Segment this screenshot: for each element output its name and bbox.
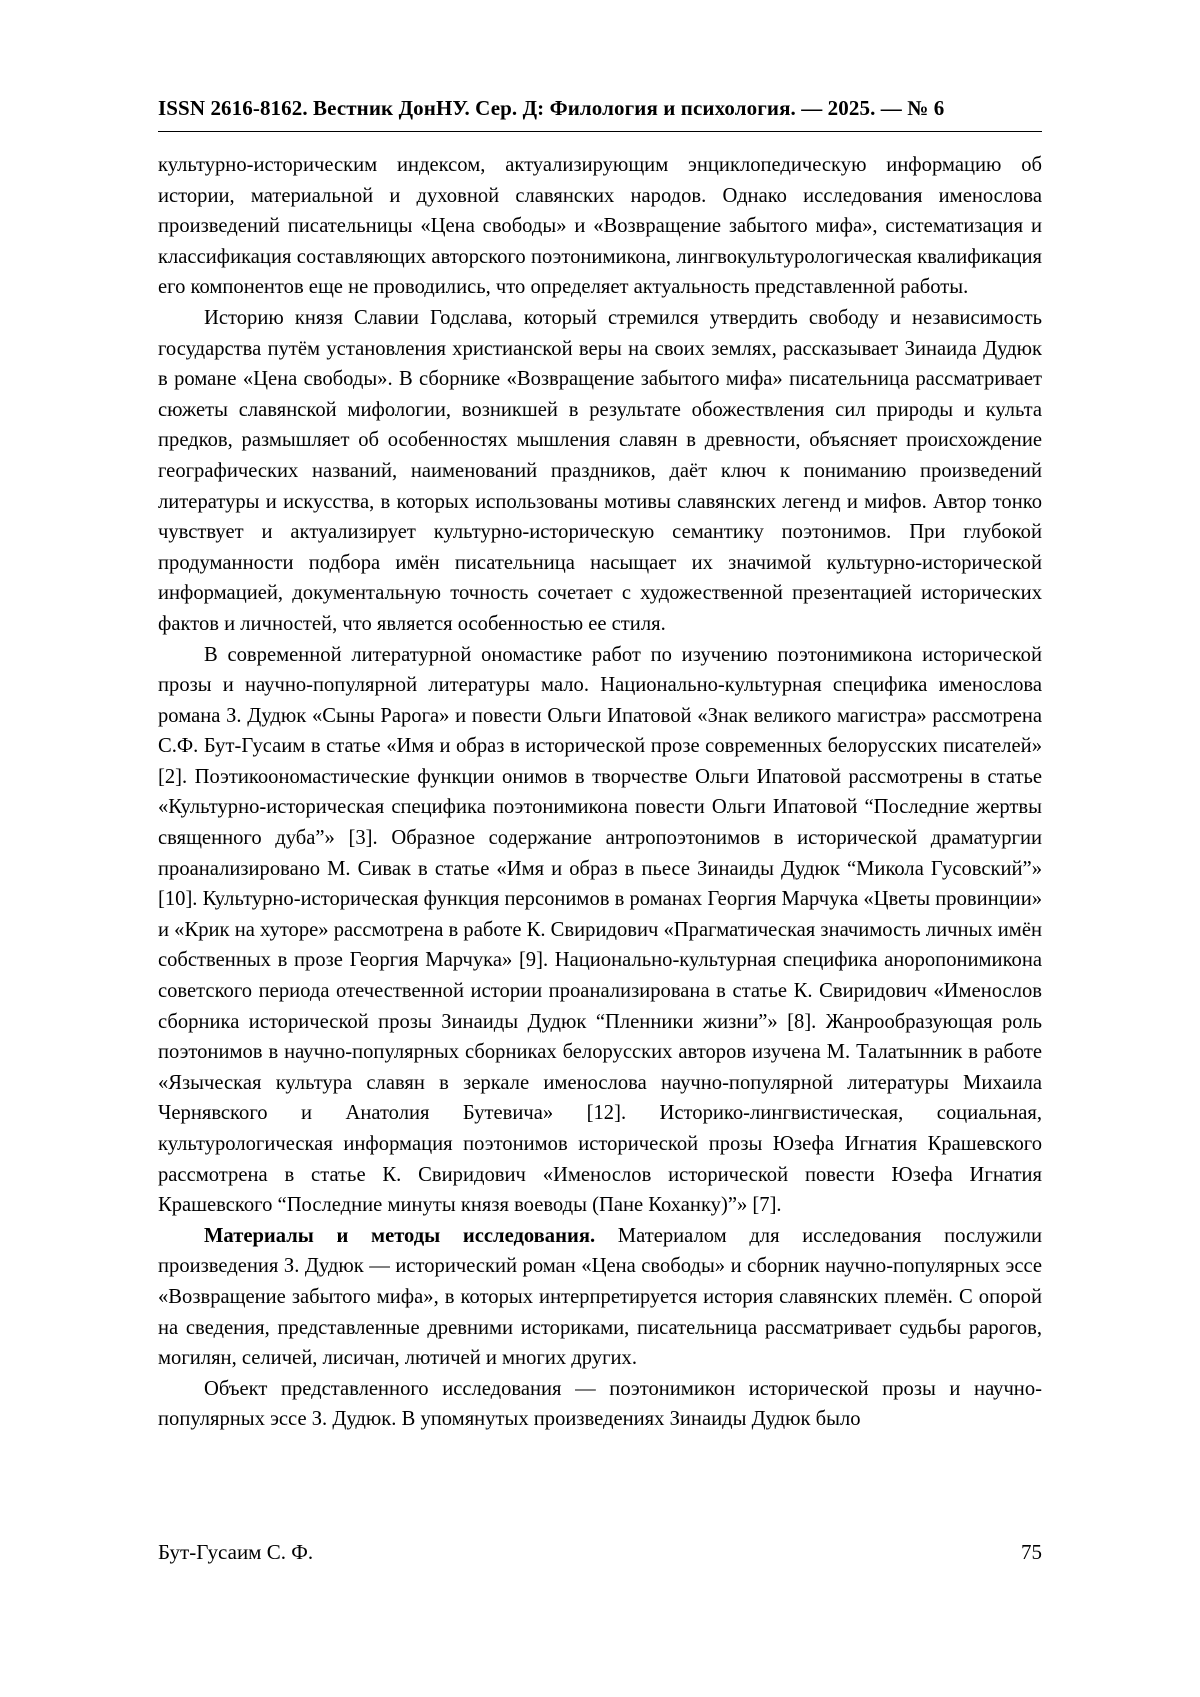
paragraph-4-text: Материалом для исследования послужили произведения З. Дудюк — исторический роман «Цена свободы» и сборник научно-популярных эссе «Возвращение забытого мифа», в которых интерпретируется история славянских племён. С опорой на сведения, представленные древними историками, писательница рассматривает судьбы рарогов, могилян, селичей, лисичан, лютичей и многих других. [158,1224,1042,1370]
body-text [158,150,1042,1435]
header-rule [158,131,1042,132]
paragraph-5: Объект представленного исследования — поэтонимикон исторической прозы и научно-популярных эссе З. Дудюк. В упомянутых произведениях Зинаиды Дудюк было [158,1377,1042,1431]
page-content [158,96,1042,1435]
paragraph-4 [158,1221,1042,1374]
page-footer [158,1540,1042,1565]
paragraph-4-lead: Материалы и методы исследования. [204,1224,596,1247]
paragraph-1: культурно-историческим индексом, актуализирующим энциклопедическую информацию об истории, материальной и духовной славянских народов. Однако исследования именослова произведений писательницы «Цена свободы» и «Возвращение забытого мифа», систематизация и классификация составляющих авторского поэтонимикона, лингвокультурологическая квалификация его компонентов еще не проводились, что определяет актуальность представленной работы. [158,154,1042,299]
footer-page-number: 75 [1021,1540,1042,1564]
running-head: ISSN 2616-8162. Вестник ДонНУ. Сер. Д: Филология и психология. — 2025. — № 6 [158,96,945,120]
footer-author: Бут-Гусаим С. Ф. [158,1540,314,1564]
paragraph-2: Историю князя Славии Годслава, который стремился утвердить свободу и независимость государства путём установления христианской веры на своих землях, рассказывает Зинаида Дудюк в романе «Цена свободы». В сборнике «Возвращение забытого мифа» писательница рассматривает сюжеты славянской мифологии, возникшей в результате обожествления сил природы и культа предков, размышляет об особенностях мышления славян в древности, объясняет происхождение географических названий, наименований праздников, даёт ключ к пониманию произведений литературы и искусства, в которых использованы мотивы славянских легенд и мифов. Автор тонко чувствует и актуализирует культурно-историческую семантику поэтонимов. При глубокой продуманности подбора имён писательница насыщает их значимой культурно-исторической информацией, документальную точность сочетает с художественной презентацией исторических фактов и личностей, что является особенностью ее стиля. [158,306,1042,635]
paragraph-3: В современной литературной ономастике работ по изучению поэтонимикона исторической прозы и научно-популярной литературы мало. Национально-культурная специфика именослова романа З. Дудюк «Сыны Рарога» и повести Ольги Ипатовой «Знак великого магистра» рассмотрена С.Ф. Бут-Гусаим в статье «Имя и образ в исторической прозе современных белорусских писателей» [2]. Поэтикоономастические функции онимов в творчестве Ольги Ипатовой рассмотрены в статье «Культурно-историческая специфика поэтонимикона повести Ольги Ипатовой “Последние жертвы священного дуба”» [3]. Образное содержание антропоэтонимов в исторической драматургии проанализировано М. Сивак в статье «Имя и образ в пьесе Зинаиды Дудюк “Микола Гусовский”» [10]. Культурно-историческая функция персонимов в романах Георгия Марчука «Цветы провинции» и «Крик на хуторе» рассмотрена в работе К. Свиридович «Прагматическая значимость личных имён собственных в прозе Георгия Марчука» [9]. Национально-культурная специфика аноропонимикона советского периода отечественной истории проанализирована в статье К. Свиридович «Именослов сборника исторической прозы Зинаиды Дудюк “Пленники жизни”» [8]. Жанрообразующая роль поэтонимов в научно-популярных сборниках белорусских авторов изучена М. Талатынник в работе «Языческая культура славян в зеркале именослова научно-популярной литературы Михаила Чернявского и Анатолия Бутевича» [12]. Историко-лингвистическая, социальная, культурологическая информация поэтонимов исторической прозы Юзефа Игнатия Крашевского рассмотрена в статье К. Свиридович «Именослов исторической повести Юзефа Игнатия Крашевского “Последние минуты князя воеводы (Пане Коханку)”» [7]. [158,643,1043,1217]
